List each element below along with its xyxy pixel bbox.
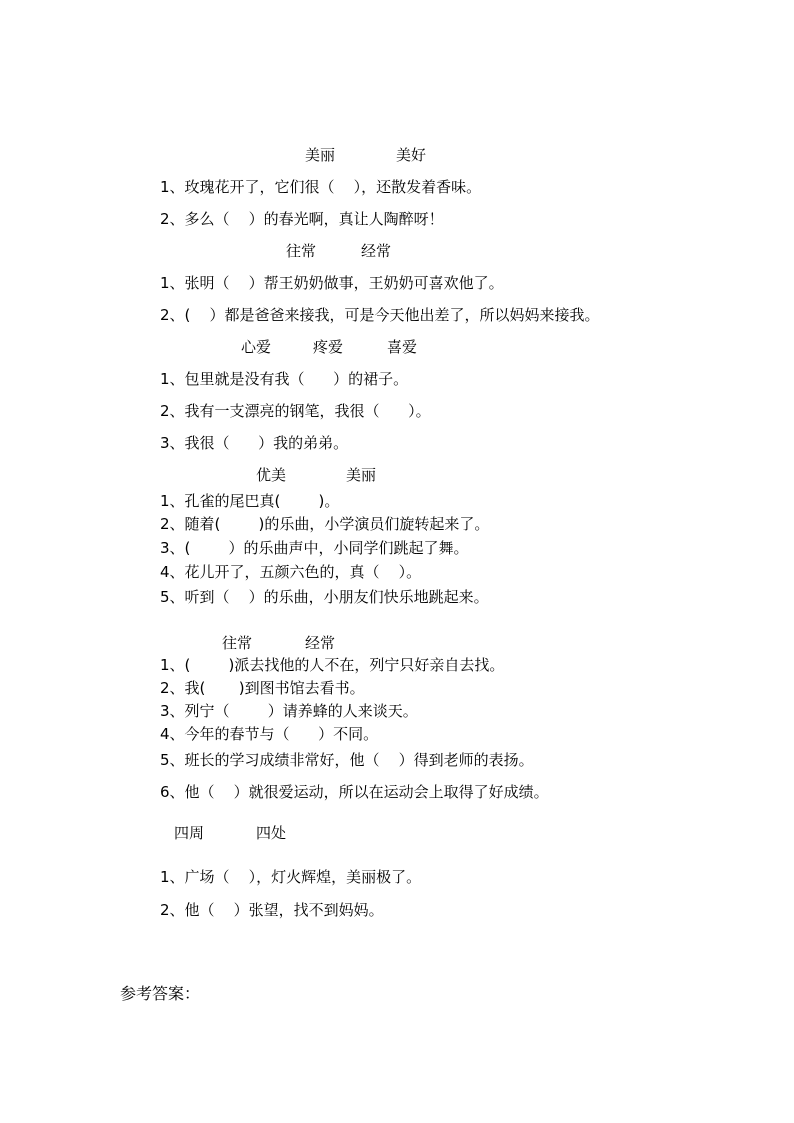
sentence: 2、我( )到图书馆去看书。 [160, 679, 365, 697]
sentence: 4、今年的春节与（ ）不同。 [160, 725, 379, 743]
sentence: 3、我很（ ）我的弟弟。 [160, 434, 349, 452]
sentence: 4、花儿开了，五颜六色的，真（ ）。 [160, 563, 422, 581]
sentence: 6、他（ ）就很爱运动，所以在运动会上取得了好成绩。 [160, 783, 549, 801]
word-option: 往常 [286, 242, 317, 260]
word-option: 美好 [396, 146, 427, 164]
sentence: 5、听到（ ）的乐曲，小朋友们快乐地跳起来。 [160, 588, 489, 606]
sentence: 1、玫瑰花开了，它们很（ ），还散发着香味。 [160, 178, 482, 196]
word-option: 经常 [361, 242, 392, 260]
sentence: 1、包里就是没有我（ ）的裙子。 [160, 370, 409, 388]
sentence: 2、随着( )的乐曲，小学演员们旋转起来了。 [160, 515, 490, 533]
sentence: 1、( )派去找他的人不在，列宁只好亲自去找。 [160, 656, 505, 674]
word-option: 美丽 [305, 146, 336, 164]
sentence: 2、他（ ）张望，找不到妈妈。 [160, 901, 384, 919]
sentence: 5、班长的学习成绩非常好，他（ ）得到老师的表扬。 [160, 751, 534, 769]
sentence: 2、( ）都是爸爸来接我，可是今天他出差了，所以妈妈来接我。 [160, 306, 600, 324]
word-option: 优美 [256, 466, 287, 484]
word-option: 往常 [222, 634, 253, 652]
answer-label: 参考答案： [120, 984, 201, 1003]
word-option: 心爱 [241, 338, 272, 356]
word-option: 疼爱 [313, 338, 344, 356]
sentence: 1、广场（ ），灯火辉煌，美丽极了。 [160, 868, 422, 886]
word-option: 四周 [174, 824, 205, 842]
word-option: 喜爱 [387, 338, 418, 356]
sentence: 2、我有一支漂亮的钢笔，我很（ ）。 [160, 402, 431, 420]
sentence: 3、( ）的乐曲声中，小同学们跳起了舞。 [160, 539, 469, 557]
sentence: 3、列宁（ ）请养蜂的人来谈天。 [160, 702, 418, 720]
word-option: 美丽 [346, 466, 377, 484]
word-option: 经常 [305, 634, 336, 652]
sentence: 2、多么（ ）的春光啊，真让人陶醉呀！ [160, 210, 444, 228]
word-option: 四处 [256, 824, 287, 842]
sentence: 1、孔雀的尾巴真( )。 [160, 492, 340, 510]
sentence: 1、张明（ ）帮王奶奶做事，王奶奶可喜欢他了。 [160, 274, 504, 292]
word-options [0, 823, 287, 903]
